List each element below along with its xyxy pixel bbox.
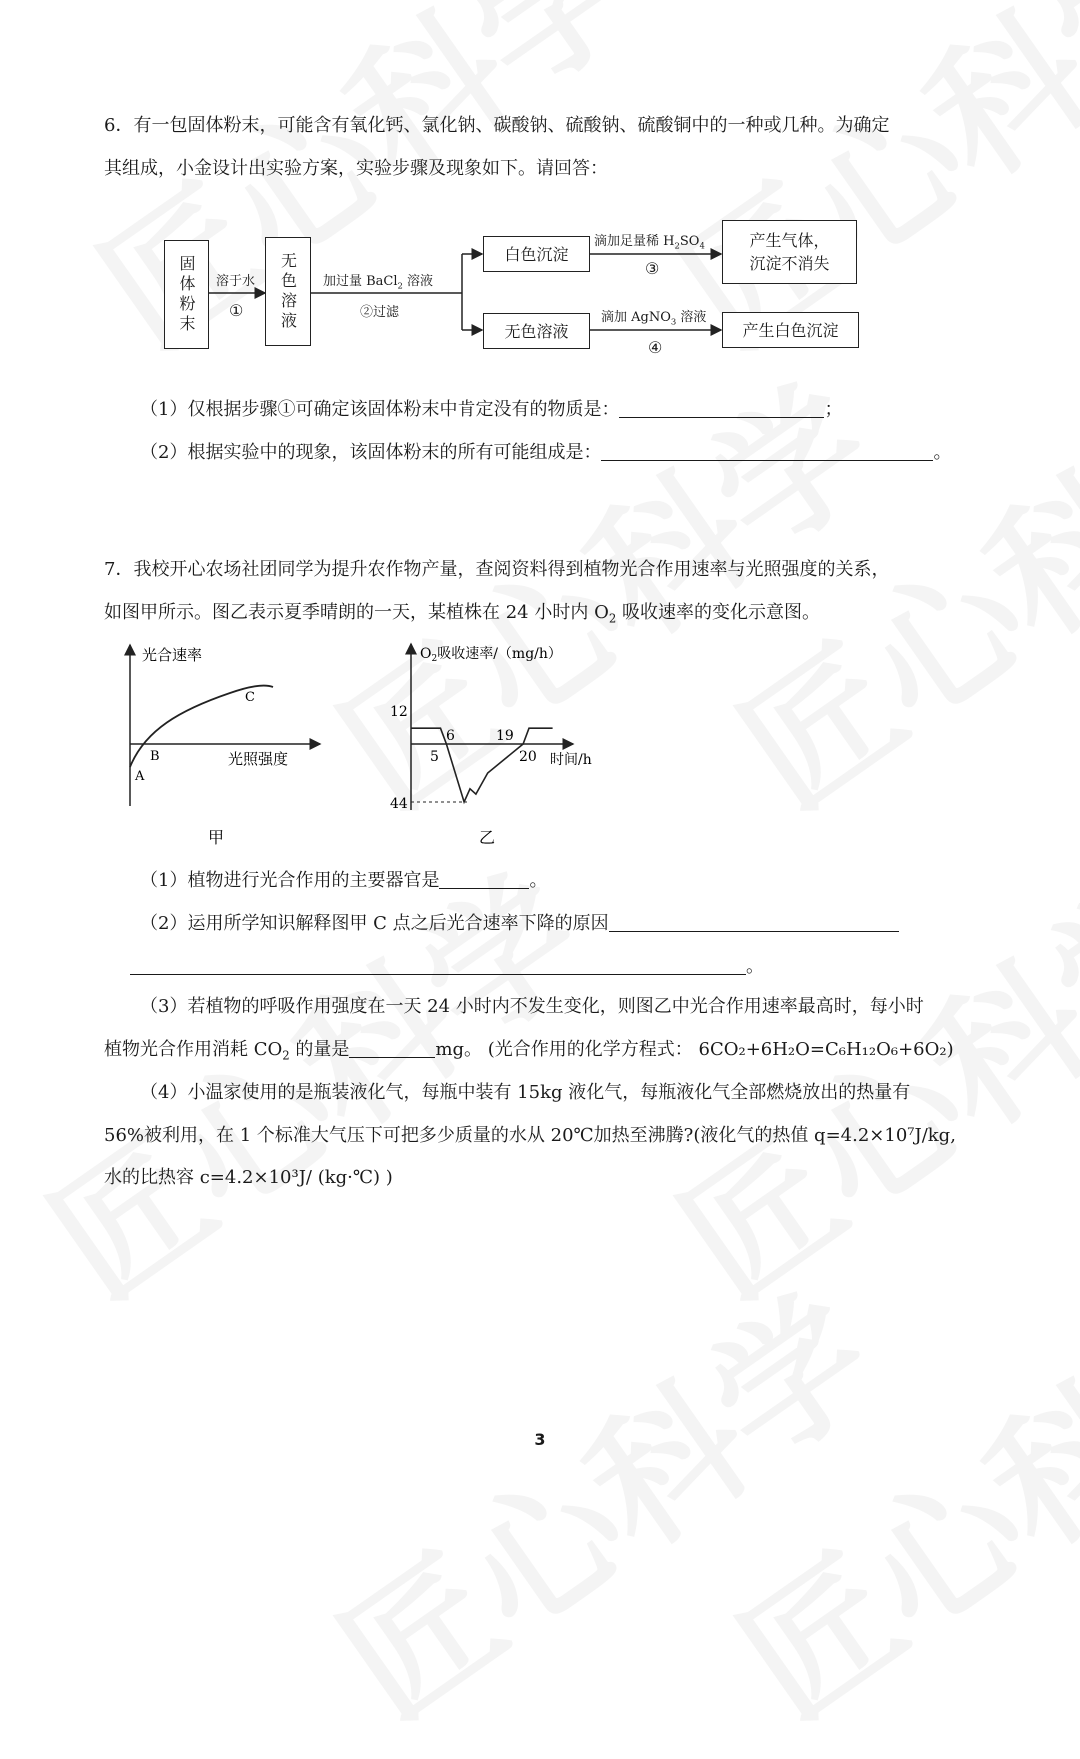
flow-box-solid-powder: 固体粉末: [164, 240, 209, 349]
page-number: 3: [534, 1430, 546, 1449]
gas-result-line2: 沉淀不消失: [749, 254, 830, 273]
watermark: [632, 817, 1080, 1338]
answer-blank[interactable]: [601, 442, 933, 461]
step3-number: ③: [645, 259, 660, 278]
flow-box-colorless-solution: 无色溶液: [265, 237, 311, 346]
flow-box-gas-result: [722, 220, 857, 284]
graph-jia: [110, 640, 410, 855]
answer-blank[interactable]: [349, 1039, 435, 1058]
q7-intro-line1: 7．我校开心农场社团同学为提升农作物产量，查阅资料得到植物光合作用速率与光照强度的关系，: [104, 559, 890, 580]
yi-tick-5: 5: [430, 749, 439, 765]
step2-label: 加过量 BaCl$_2$ 溶液: [323, 274, 434, 291]
jia-caption: 甲: [208, 828, 225, 847]
answer-blank[interactable]: [130, 956, 746, 975]
answer-blank[interactable]: [439, 870, 529, 889]
jia-x-label: 光照强度: [228, 750, 289, 768]
step3-label: 滴加足量稀 $H_2SO_4$: [594, 234, 705, 251]
step1-label: 溶于水: [216, 274, 256, 289]
watermark: [692, 1237, 1080, 1758]
q7-sub1: （1）植物进行光合作用的主要器官是 。: [140, 870, 548, 891]
q7-sub2-cont: 。: [130, 955, 764, 979]
flow-box-white-precipitate-result: 产生白色沉淀: [722, 312, 859, 348]
flow-box-colorless-solution-2: 无色溶液: [483, 313, 590, 349]
q7-sub2: （2）运用所学知识解释图甲 C 点之后光合速率下降的原因: [140, 912, 899, 936]
jia-y-label: 光合速率: [142, 646, 203, 664]
jia-point-a: A: [135, 769, 145, 784]
jia-point-b: B: [150, 749, 160, 764]
yi-tick-20: 20: [519, 749, 537, 765]
watermark: [292, 1237, 907, 1758]
answer-blank[interactable]: [609, 913, 899, 932]
step2-number: ②过滤: [360, 305, 400, 320]
watermark: [2, 817, 617, 1338]
step1-number: ①: [229, 301, 244, 320]
step4-label: 滴加 AgNO$_3$ 溶液: [601, 310, 707, 327]
yi-tick-12: 12: [390, 704, 408, 720]
q7-sub4-line3: 水的比热容 c=4.2×10³J/ (kg·℃) ): [104, 1167, 393, 1188]
q7-intro-line2: 如图甲所示。图乙表示夏季晴朗的一天，某植株在 24 小时内 $O_2$ 吸收速率的变化示意图。: [104, 602, 820, 626]
yi-series-line: [411, 728, 553, 802]
flow-box-white-precipitate: 白色沉淀: [483, 236, 590, 272]
q7-sub4-line1: （4）小温家使用的是瓶装液化气，每瓶中装有 15kg 液化气，每瓶液化气全部燃烧放出的热量有: [140, 1082, 911, 1103]
q6-intro-line1: 6．有一包固体粉末，可能含有氧化钙、氯化钠、碳酸钠、硫酸钠、硫酸铜中的一种或几种。为确定: [104, 115, 890, 136]
yi-tick-44: 44: [390, 796, 408, 812]
gas-result-line1: 产生气体，: [749, 231, 830, 250]
yi-caption: 乙: [479, 828, 496, 847]
q6-sub1: （1）仅根据步骤①可确定该固体粉末中肯定没有的物质是： ；: [140, 399, 843, 420]
yi-tick-6: 6: [446, 728, 455, 744]
step4-number: ④: [648, 338, 663, 357]
answer-blank[interactable]: [619, 399, 824, 418]
yi-x-label: 时间/h: [550, 752, 592, 768]
q7-sub3-line1: （3）若植物的呼吸作用强度在一天 24 小时内不发生变化，则图乙中光合作用速率最高时，每小时: [140, 996, 924, 1017]
yi-y-label: $O_2$吸收速率/（mg/h）: [420, 646, 562, 664]
yi-tick-19: 19: [496, 728, 514, 744]
jia-point-c: C: [245, 690, 255, 705]
graph-yi: [385, 640, 615, 855]
q6-sub2: （2）根据实验中的现象，该固体粉末的所有可能组成是： 。: [140, 442, 952, 463]
q7-sub3-line2: 植物光合作用消耗 $CO_2$ 的量是 mg。 (光合作用的化学方程式： 6CO₂+6H₂O=C₆H₁₂O₆+6O₂): [104, 1039, 954, 1063]
q7-sub4-line2: 56%被利用，在 1 个标准大气压下可把多少质量的水从 20℃加热至沸腾?(液化气的热值 q=4.2×10⁷J/kg,: [104, 1125, 956, 1146]
q6-intro-line2: 其组成，小金设计出实验方案，实验步骤及现象如下。请回答：: [104, 158, 608, 179]
